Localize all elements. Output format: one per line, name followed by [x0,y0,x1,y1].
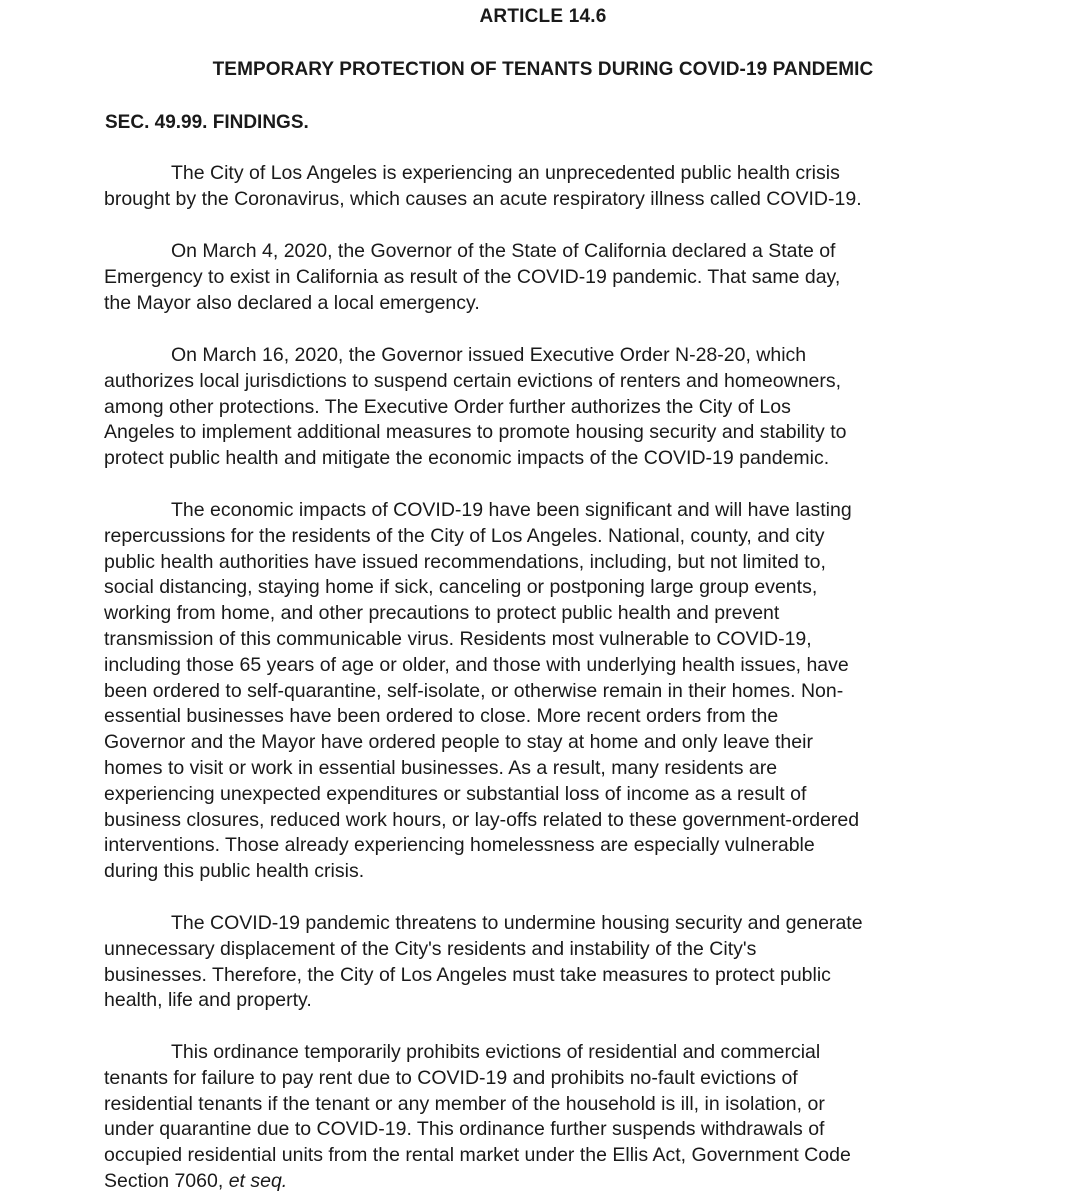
paragraph-last-line [104,1169,984,1195]
paragraph-line: been ordered to self-quarantine, self-isolate, or otherwise remain in their homes. Non- [104,679,844,702]
paragraph-line: among other protections. The Executive Order further authorizes the City of Los [104,395,791,418]
paragraph-line: tenants for failure to pay rent due to COVID-19 and prohibits no-fault evictions of [104,1066,798,1089]
paragraph-line: under quarantine due to COVID-19. This ordinance further suspends withdrawals of [104,1118,825,1141]
paragraph-line: On March 16, 2020, the Governor issued Executive Order N-28-20, which [171,344,807,366]
paragraph-line: transmission of this communicable virus. Residents most vulnerable to COVID-19, [104,627,812,650]
paragraph-line: essential businesses have been ordered to close. More recent orders from the [104,705,779,728]
paragraph-line: public health authorities have issued recommendations, including, but not limited to, [104,550,826,573]
italic-citation: et seq. [228,1169,288,1192]
paragraph-line: authorizes local jurisdictions to suspend certain evictions of renters and homeowners, [104,369,842,392]
paragraph-line: protect public health and mitigate the economic impacts of the COVID-19 pandemic. [104,447,830,470]
paragraph-line: brought by the Coronavirus, which causes an acute respiratory illness called COVID-19. [104,187,862,210]
section-heading: SEC. 49.99. FINDINGS. [105,112,309,133]
paragraph-line: residential tenants if the tenant or any member of the household is ill, in isolation, or [104,1092,825,1115]
paragraph-4 [104,498,984,885]
paragraph-line: social distancing, staying home if sick, canceling or postponing large group events, [104,576,818,599]
paragraph-line: Angeles to implement additional measures to promote housing security and stability to [104,421,847,444]
paragraph-line: including those 65 years of age or older, and those with underlying health issues, have [104,653,849,676]
paragraph-line: businesses. Therefore, the City of Los Angeles must take measures to protect public [104,963,831,986]
paragraph-line: occupied residential units from the rental market under the Ellis Act, Government Code [104,1144,851,1167]
paragraph-line: The City of Los Angeles is experiencing an unprecedented public health crisis [171,162,840,184]
paragraph-line: unnecessary displacement of the City's residents and instability of the City's [104,937,757,960]
paragraph-line: On March 4, 2020, the Governor of the State of California declared a State of [171,240,836,262]
paragraph-line: Emergency to exist in California as result of the COVID-19 pandemic. That same day, [104,265,841,288]
article-title: TEMPORARY PROTECTION OF TENANTS DURING COVID-19 PANDEMIC [212,59,874,80]
paragraph-line: This ordinance temporarily prohibits evictions of residential and commercial [171,1041,821,1063]
paragraph-5 [104,911,984,1014]
paragraph-line: interventions. Those already experiencing homelessness are especially vulnerable [104,834,815,857]
paragraph-line: working from home, and other precautions to protect public health and prevent [104,602,780,625]
paragraph-2 [104,239,984,316]
paragraph-line: The economic impacts of COVID-19 have been significant and will have lasting [171,499,852,521]
paragraph-line: business closures, reduced work hours, or lay-offs related to these government-ordered [104,808,860,831]
paragraph-6 [104,1040,984,1195]
paragraph-line: experiencing unexpected expenditures or substantial loss of income as a result of [104,782,807,805]
paragraph-line: health, life and property. [104,989,312,1012]
paragraph-1 [104,161,984,213]
article-number: ARTICLE 14.6 [479,6,607,27]
paragraph-line: Governor and the Mayor have ordered people to stay at home and only leave their [104,731,813,754]
paragraph-line: the Mayor also declared a local emergency. [104,291,480,314]
paragraph-3 [104,343,984,472]
paragraph-line: during this public health crisis. [104,860,365,883]
paragraph-line: The COVID-19 pandemic threatens to undermine housing security and generate [171,912,863,934]
paragraph-line: homes to visit or work in essential businesses. As a result, many residents are [104,756,778,779]
paragraph-line: repercussions for the residents of the City of Los Angeles. National, county, and city [104,524,825,547]
paragraph-line-text: Section 7060, [104,1169,229,1192]
